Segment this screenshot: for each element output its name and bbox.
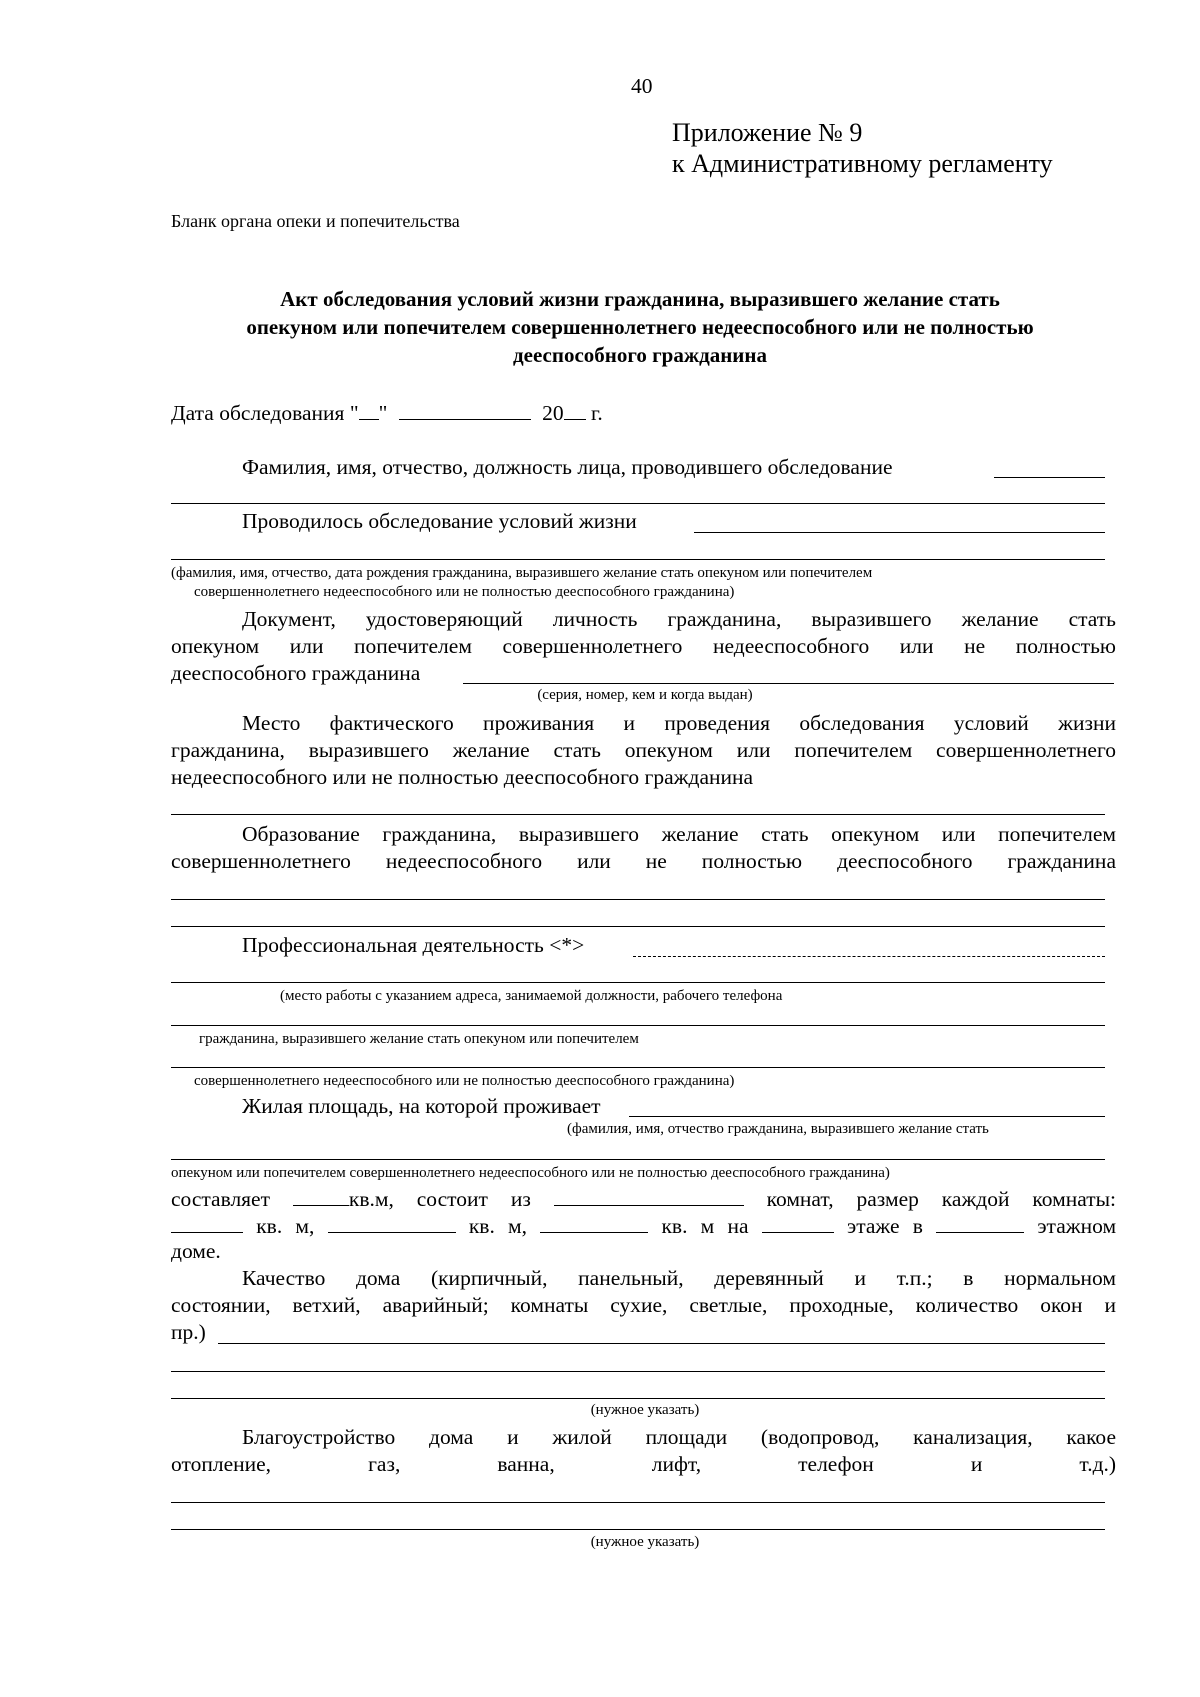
amenities-hint: (нужное указать)	[590, 1534, 700, 1550]
living-area-blank[interactable]	[629, 1116, 1105, 1117]
conducted-hint-2: совершеннолетнего недееспособного или не полностью дееспособного гражданина)	[194, 584, 735, 600]
date-month-blank[interactable]	[399, 398, 531, 420]
blank-header: Бланк органа опеки и попечительства	[171, 211, 460, 231]
document-hint: (серия, номер, кем и когда выдан)	[537, 687, 753, 703]
room-size-blank-1[interactable]	[171, 1211, 243, 1233]
education-blank-1[interactable]	[171, 899, 1105, 900]
date-year-blank[interactable]	[564, 398, 586, 420]
living-area-line-2[interactable]	[171, 1159, 1105, 1160]
profession-line-2[interactable]	[171, 982, 1105, 983]
conducted-hint-1: (фамилия, имя, отчество, дата рождения гражданина, выразившего желание стать опекуном или попечителем	[171, 565, 873, 581]
area-line-3: доме.	[171, 1239, 221, 1263]
quality-blank-2[interactable]	[171, 1371, 1105, 1372]
quality-text-3: пр.)	[171, 1320, 206, 1344]
date-field[interactable]: Дата обследования " " 20 г.	[171, 398, 603, 426]
document-text-3: дееспособного гражданина	[171, 661, 421, 685]
document-text-1: Документ, удостоверяющий личность гражданина, выразившего желание стать	[242, 607, 1116, 631]
amenities-blank-1[interactable]	[171, 1502, 1105, 1503]
date-day-blank[interactable]	[359, 398, 379, 420]
residence-text-1: Место фактического проживания и проведения обследования условий жизни	[242, 711, 1116, 735]
document-title-line-2: опекуном или попечителем совершеннолетнего недееспособного или не полностью	[246, 315, 1034, 339]
inspector-label: Фамилия, имя, отчество, должность лица, проводившего обследование	[242, 455, 893, 479]
education-text-2: совершеннолетнего недееспособного или не полностью дееспособного гражданина	[171, 849, 1116, 873]
area-line-2: кв. м, кв. м, кв. м на этаже в этажном	[171, 1211, 1116, 1239]
residence-text-3: недееспособного или не полностью дееспособного гражданина	[171, 765, 754, 789]
amenities-text-2: отопление, газ, ванна, лифт, телефон и т.д.)	[171, 1452, 1117, 1476]
living-area-hint-2: опекуном или попечителем совершеннолетнего недееспособного или не полностью дееспособного гражданина)	[171, 1165, 890, 1181]
quality-blank-3[interactable]	[171, 1398, 1105, 1399]
quality-text-1: Качество дома (кирпичный, панельный, деревянный и т.п.; в нормальном	[242, 1266, 1116, 1290]
document-text-2: опекуном или попечителем совершеннолетнего недееспособного или не полностью	[171, 634, 1116, 658]
page-number: 40	[631, 74, 653, 98]
profession-line-4[interactable]	[171, 1067, 1105, 1068]
profession-label: Профессиональная деятельность <*>	[242, 933, 585, 957]
profession-hint-2: гражданина, выразившего желание стать опекуном или попечителем	[199, 1031, 639, 1047]
appendix-reference: к Административному регламенту	[672, 149, 1053, 178]
profession-hint-3: совершеннолетнего недееспособного или не полностью дееспособного гражданина)	[194, 1073, 735, 1089]
document-title-line-1: Акт обследования условий жизни гражданина, выразившего желание стать	[280, 287, 1000, 311]
floor-blank[interactable]	[762, 1211, 834, 1233]
quality-text-2: состоянии, ветхий, аварийный; комнаты сухие, светлые, проходные, количество окон и	[171, 1293, 1116, 1317]
date-label: Дата обследования	[171, 401, 345, 425]
conducted-blank[interactable]	[694, 532, 1105, 533]
conducted-label: Проводилось обследование условий жизни	[242, 509, 637, 533]
conducted-line-2[interactable]	[171, 559, 1105, 560]
amenities-text-1: Благоустройство дома и жилой площади (водопровод, канализация, какое	[242, 1425, 1116, 1449]
residence-blank[interactable]	[171, 814, 1105, 815]
quality-blank-1[interactable]	[218, 1343, 1105, 1344]
floors-total-blank[interactable]	[936, 1211, 1024, 1233]
amenities-blank-2[interactable]	[171, 1529, 1105, 1530]
area-line-1: составляет кв.м, состоит из комнат, размер каждой комнаты:	[171, 1184, 1116, 1212]
inspector-blank[interactable]	[994, 477, 1105, 478]
profession-blank[interactable]	[633, 956, 1105, 957]
education-blank-2[interactable]	[171, 926, 1105, 927]
room-size-blank-3[interactable]	[540, 1211, 648, 1233]
document-blank[interactable]	[463, 683, 1114, 684]
inspector-line-2[interactable]	[171, 503, 1105, 504]
profession-hint-1: (место работы с указанием адреса, занимаемой должности, рабочего телефона	[280, 988, 783, 1004]
living-area-label: Жилая площадь, на которой проживает	[242, 1094, 601, 1118]
rooms-count-blank[interactable]	[554, 1184, 744, 1206]
room-size-blank-2[interactable]	[328, 1211, 456, 1233]
appendix-number: Приложение № 9	[672, 118, 863, 147]
education-text-1: Образование гражданина, выразившего желание стать опекуном или попечителем	[242, 822, 1116, 846]
residence-text-2: гражданина, выразившего желание стать опекуном или попечителем совершеннолетнего	[171, 738, 1116, 762]
document-title-line-3: дееспособного гражданина	[513, 343, 767, 367]
area-sqm-blank[interactable]	[293, 1184, 349, 1206]
profession-line-3[interactable]	[171, 1025, 1105, 1026]
living-area-hint-1: (фамилия, имя, отчество гражданина, выразившего желание стать	[567, 1121, 989, 1137]
quality-hint: (нужное указать)	[590, 1402, 700, 1418]
